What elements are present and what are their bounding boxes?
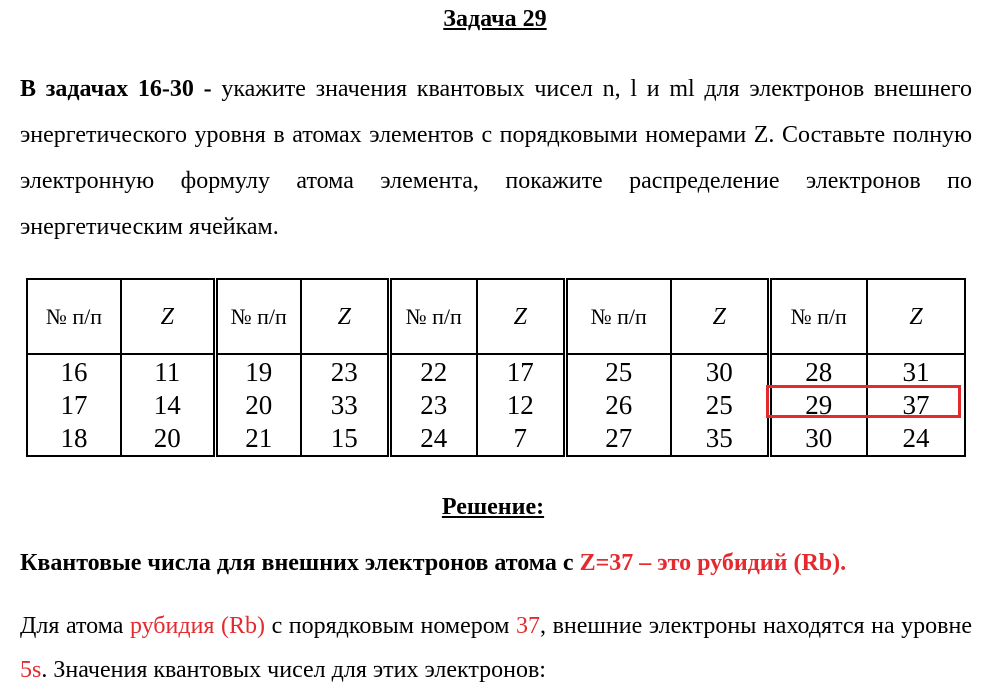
highlight-box: [766, 385, 961, 418]
z-cell: 11 14 20: [121, 354, 215, 456]
task-text: укажите значения квантовых чисел n, l и ml для электронов внешнего энергетического уровня в атомах элементов с порядковыми номерами Z. Составьте полную электронную формулу атома элемента, покажите распределение электронов по энергетическим ячейкам.: [20, 76, 972, 240]
solution-heading-text: Квантовые числа для внешних электронов атома с: [20, 550, 580, 576]
sublevel: 5s: [20, 657, 42, 683]
header-z: Z: [121, 279, 215, 354]
z-cell: 23 33 15: [301, 354, 389, 456]
header-num: № п/п: [389, 279, 477, 354]
elements-table: [26, 278, 966, 457]
z-cell: 17 12 7: [477, 354, 565, 456]
header-num: № п/п: [565, 279, 671, 354]
header-num: № п/п: [215, 279, 301, 354]
task-statement: [20, 66, 972, 250]
header-z: Z: [301, 279, 389, 354]
table-header-row: [27, 279, 965, 354]
num-cell: 28 29 30: [769, 354, 867, 456]
num-cell: 25 26 27: [565, 354, 671, 456]
z-cell: 31 37 24: [867, 354, 965, 456]
task-title: Задача 29: [443, 6, 547, 32]
header-z: Z: [867, 279, 965, 354]
header-z: Z: [477, 279, 565, 354]
header-num: № п/п: [27, 279, 121, 354]
header-num: № п/п: [769, 279, 867, 354]
solution-paragraph: Для атома рубидия (Rb) с порядковым номером 37, внешние электроны находятся на уровне 5s. Значения квантовых чисел для этих электронов:: [20, 613, 973, 683]
solution-heading: [20, 550, 980, 577]
header-z: Z: [671, 279, 769, 354]
num-cell: 19 20 21: [215, 354, 301, 456]
element-name: рубидия (Rb): [129, 613, 266, 639]
num-cell: 22 23 24: [389, 354, 477, 456]
task-range-label: В задачах 16-30 -: [20, 76, 212, 102]
atomic-number: 37: [516, 613, 541, 639]
element-highlight: Z=37 – это рубидий (Rb).: [579, 550, 847, 576]
z-cell: 30 25 35: [671, 354, 769, 456]
solution-title: Решение:: [441, 494, 545, 520]
num-cell: 16 17 18: [27, 354, 121, 456]
